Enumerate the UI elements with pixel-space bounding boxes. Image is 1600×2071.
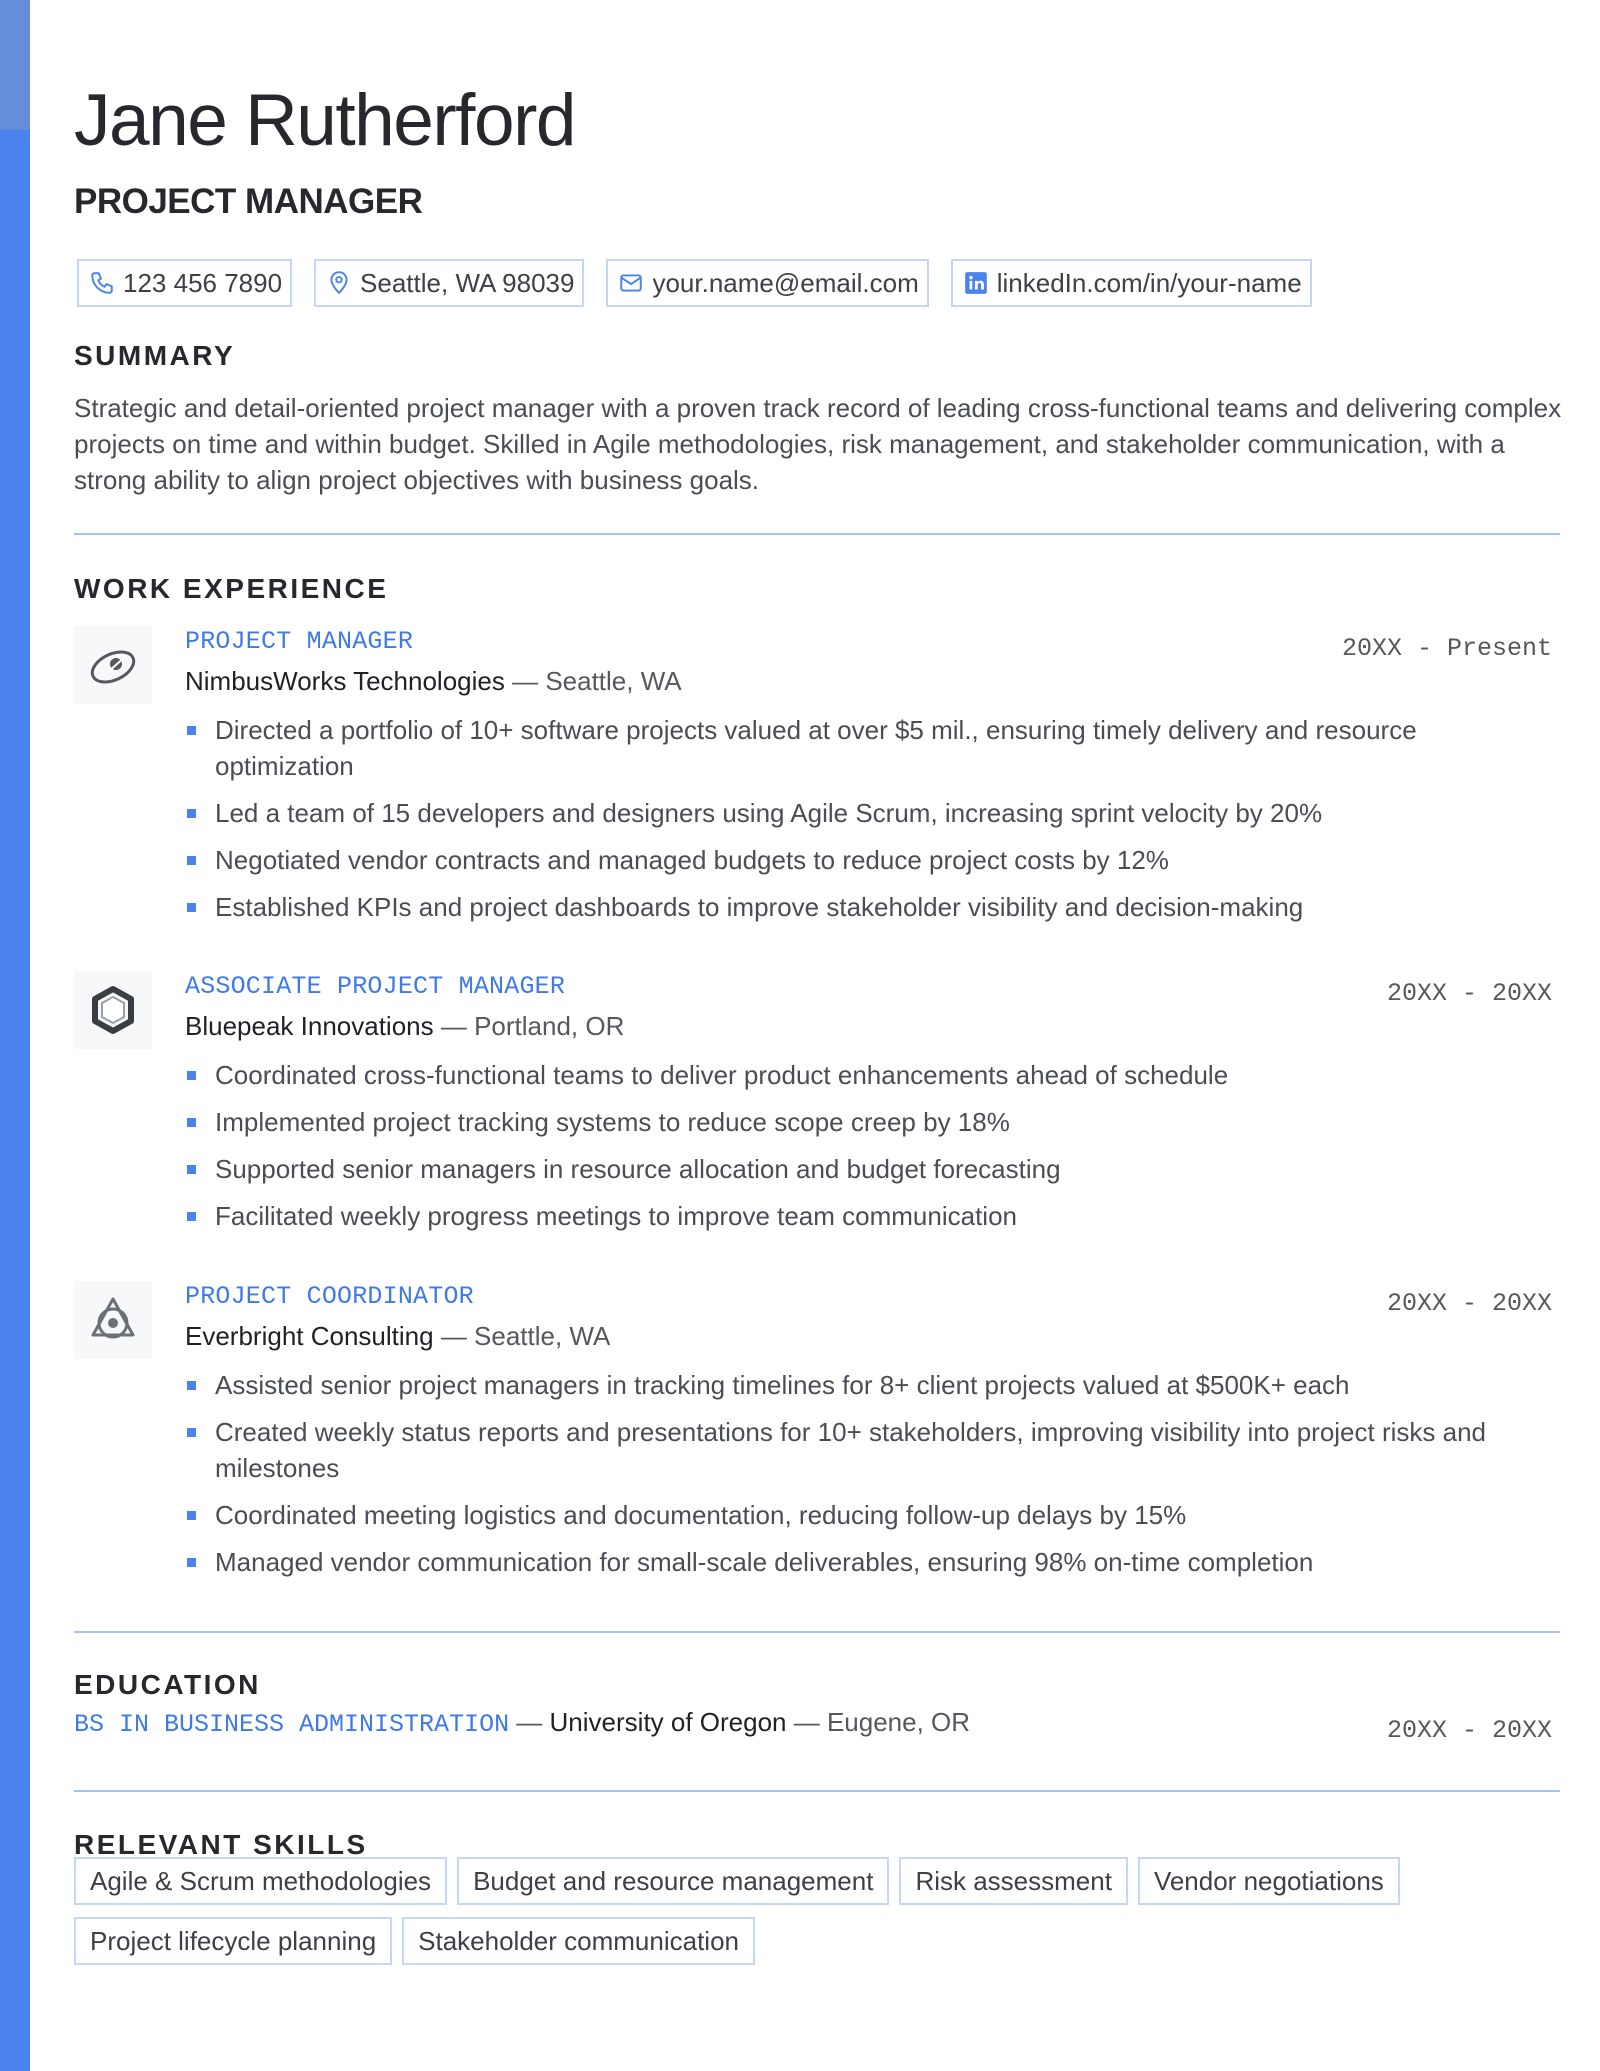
list-item: Established KPIs and project dashboards to improve stakeholder visibility and decision-making <box>185 889 1560 925</box>
skill-tag: Agile & Scrum methodologies <box>74 1857 447 1905</box>
contact-phone-text: 123 456 7890 <box>123 267 283 298</box>
list-item: Coordinated meeting logistics and documentation, reducing follow-up delays by 15% <box>185 1497 1560 1533</box>
hexagon-logo-icon <box>74 971 152 1049</box>
skill-tag: Vendor negotiations <box>1138 1857 1400 1905</box>
job-role: PROJECT COORDINATOR <box>185 1282 474 1311</box>
education-degree: BS IN BUSINESS ADMINISTRATION <box>74 1710 510 1739</box>
skills-heading: RELEVANT SKILLS <box>74 1829 368 1860</box>
job-dates: 20XX - Present <box>1341 634 1552 663</box>
linkedin-icon <box>963 270 989 296</box>
list-item: Directed a portfolio of 10+ software projects valued at over $5 mil., ensuring timely delivery and resource optimization <box>185 712 1560 784</box>
envelope-icon <box>618 270 644 296</box>
section-divider <box>74 533 1560 535</box>
skill-tag: Budget and resource management <box>457 1857 889 1905</box>
list-item: Facilitated weekly progress meetings to improve team communication <box>185 1198 1560 1234</box>
summary-text: Strategic and detail-oriented project manager with a proven track record of leading cross-functional teams and delivering complex projects on time and within budget. Skilled in Agile methodologies, risk management, and stakeholder communication, with a strong ability to align project objectives with business goals. <box>74 393 1562 495</box>
triangle-circle-logo-icon <box>74 1281 152 1359</box>
candidate-title: PROJECT MANAGER <box>74 182 423 221</box>
job-location: — Portland, OR <box>440 1011 625 1041</box>
skills-list <box>74 1857 1560 1965</box>
job-bullets <box>185 1367 1560 1591</box>
education-school: University of Oregon <box>549 1707 787 1737</box>
job-bullets <box>185 1057 1560 1245</box>
list-item: Supported senior managers in resource allocation and budget forecasting <box>185 1151 1560 1187</box>
job-company: Everbright Consulting <box>185 1321 434 1351</box>
job-company-line <box>185 1009 624 1043</box>
job-company-line <box>185 1319 610 1353</box>
contact-email[interactable] <box>606 259 928 307</box>
job-location: — Seattle, WA <box>440 1321 611 1351</box>
list-item: Managed vendor communication for small-scale deliverables, ensuring 98% on-time completion <box>185 1544 1560 1580</box>
list-item: Coordinated cross-functional teams to deliver product enhancements ahead of schedule <box>185 1057 1560 1093</box>
list-item: Implemented project tracking systems to reduce scope creep by 18% <box>185 1104 1560 1140</box>
phone-icon <box>89 270 115 296</box>
education-dates: 20XX - 20XX <box>1386 1716 1552 1745</box>
education-line <box>74 1705 970 1742</box>
skill-tag: Stakeholder communication <box>402 1917 755 1965</box>
candidate-name: Jane Rutherford <box>74 80 575 161</box>
job-dates: 20XX - 20XX <box>1386 1289 1552 1318</box>
contact-email-text: your.name@email.com <box>652 267 919 298</box>
job-dates: 20XX - 20XX <box>1386 979 1552 1008</box>
section-divider <box>74 1631 1560 1633</box>
job-bullets <box>185 712 1560 936</box>
nimbus-logo-icon <box>74 626 152 704</box>
contact-list <box>77 259 1312 307</box>
list-item: Negotiated vendor contracts and managed budgets to reduce project costs by 12% <box>185 842 1560 878</box>
list-item: Led a team of 15 developers and designers using Agile Scrum, increasing sprint velocity by 20% <box>185 795 1560 831</box>
contact-location[interactable] <box>314 259 584 307</box>
contact-location-text: Seattle, WA 98039 <box>360 267 575 298</box>
education-location: — Eugene, OR <box>786 1707 971 1737</box>
education-heading: EDUCATION <box>74 1669 261 1700</box>
section-divider <box>74 1790 1560 1792</box>
contact-linkedin-text: linkedIn.com/in/your-name <box>996 267 1302 298</box>
contact-phone[interactable] <box>77 259 292 307</box>
summary-heading: SUMMARY <box>74 340 236 371</box>
skill-tag: Project lifecycle planning <box>74 1917 392 1965</box>
skill-tag: Risk assessment <box>899 1857 1128 1905</box>
job-location: — Seattle, WA <box>512 666 682 696</box>
job-role: ASSOCIATE PROJECT MANAGER <box>185 972 566 1001</box>
list-item: Created weekly status reports and presentations for 10+ stakeholders, improving visibility into project risks and milestones <box>185 1414 1560 1486</box>
job-company: NimbusWorks Technologies <box>185 666 505 696</box>
job-company: Bluepeak Innovations <box>185 1011 434 1041</box>
contact-linkedin[interactable] <box>951 259 1312 307</box>
accent-sidebar-top <box>0 0 30 130</box>
job-role: PROJECT MANAGER <box>185 627 414 656</box>
experience-heading: WORK EXPERIENCE <box>74 573 389 604</box>
job-company-line <box>185 664 682 698</box>
list-item: Assisted senior project managers in tracking timelines for 8+ client projects valued at $500K+ each <box>185 1367 1560 1403</box>
education-separator: — <box>509 1707 550 1737</box>
location-pin-icon <box>326 270 352 296</box>
accent-sidebar <box>0 0 30 2071</box>
